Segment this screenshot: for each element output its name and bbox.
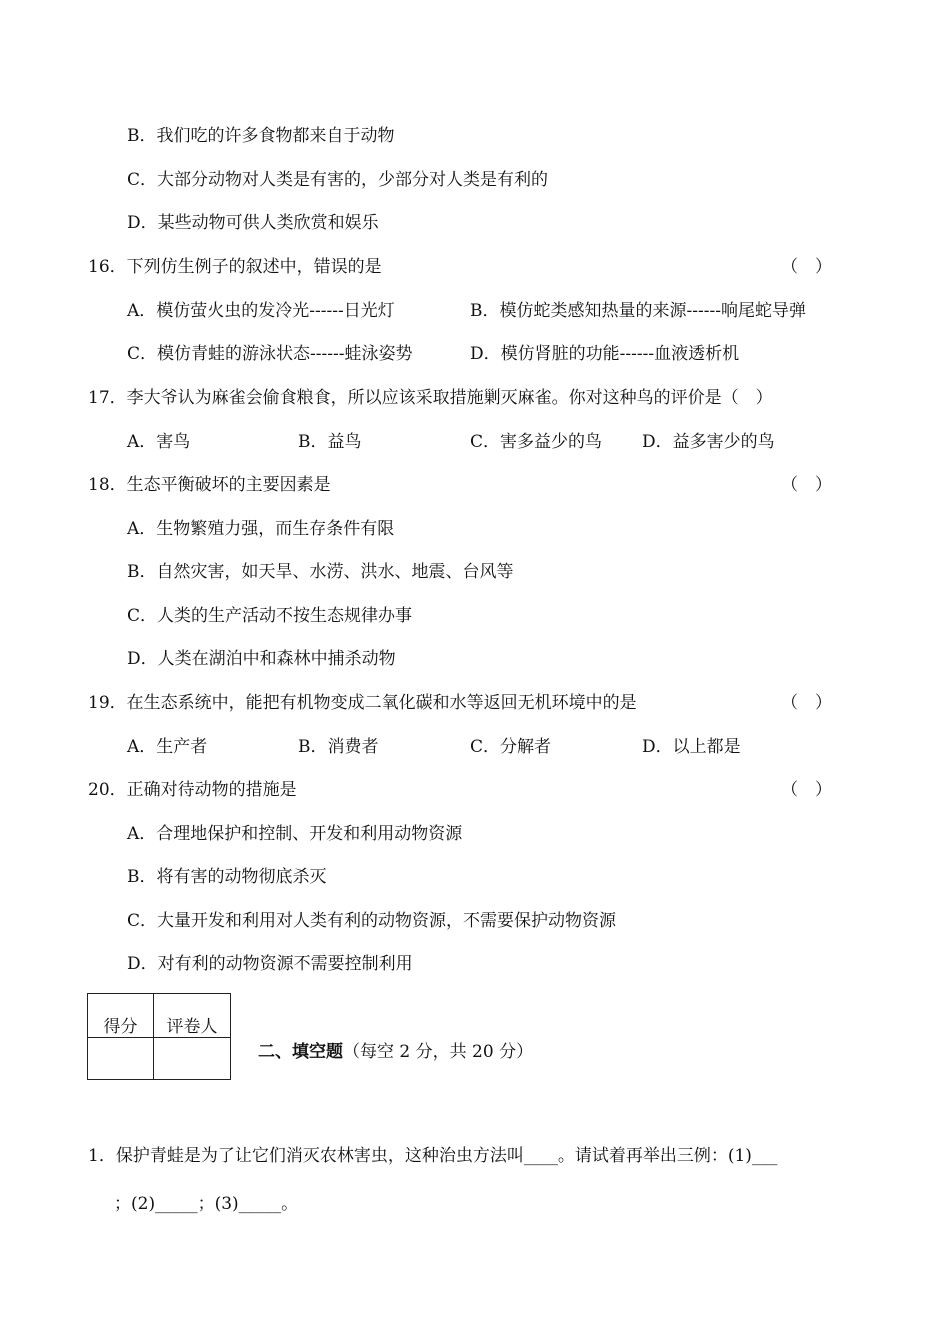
fill-q1-line1: 1．保护青蛙是为了让它们消灭农林害虫，这种治虫方法叫____。请试着再举出三例：(1)___ <box>88 1146 778 1166</box>
q15-option-b: B．我们吃的许多食物都来自于动物 <box>127 126 395 146</box>
q16-answer-paren: （ ） <box>781 257 832 277</box>
fill-q1-line2: ；(2)_____；(3)_____。 <box>114 1194 299 1214</box>
q19-option-c: C．分解者 <box>470 737 552 757</box>
q19-option-a: A．生产者 <box>127 737 208 757</box>
q20-option-d: D．对有利的动物资源不需要控制利用 <box>127 954 413 974</box>
grader-cell[interactable] <box>154 1038 231 1080</box>
q19-option-d: D．以上都是 <box>642 737 741 757</box>
score-header: 得分 <box>88 994 154 1038</box>
q17-option-c: C．害多益少的鸟 <box>470 432 603 452</box>
q16-option-d: D．模仿肾脏的功能------血液透析机 <box>470 344 740 364</box>
score-cell[interactable] <box>88 1038 154 1080</box>
score-table <box>87 993 231 1080</box>
q20-option-c: C．大量开发和利用对人类有利的动物资源，不需要保护动物资源 <box>127 911 617 931</box>
q16-option-a: A．模仿萤火虫的发冷光------日光灯 <box>127 301 395 321</box>
q18-option-b: B．自然灾害，如天旱、水涝、洪水、地震、台风等 <box>127 562 514 582</box>
q16-option-b: B．模仿蛇类感知热量的来源------响尾蛇导弹 <box>470 301 806 321</box>
q20-answer-paren: （ ） <box>781 780 832 800</box>
q18-answer-paren: （ ） <box>781 475 832 495</box>
q17-stem: 17．李大爷认为麻雀会偷食粮食，所以应该采取措施剿灭麻雀。你对这种鸟的评价是（ ） <box>88 388 773 408</box>
q19-option-b: B．消费者 <box>298 737 379 757</box>
q20-option-b: B．将有害的动物彻底杀灭 <box>127 867 327 887</box>
q18-stem: 18．生态平衡破坏的主要因素是 <box>88 475 331 495</box>
q20-option-a: A．合理地保护和控制、开发和利用动物资源 <box>127 824 463 844</box>
q19-stem: 19．在生态系统中，能把有机物变成二氧化碳和水等返回无机环境中的是 <box>88 693 637 713</box>
q15-option-d: D．某些动物可供人类欣赏和娱乐 <box>127 213 379 233</box>
q18-option-a: A．生物繁殖力强，而生存条件有限 <box>127 519 395 539</box>
q16-stem: 16．下列仿生例子的叙述中，错误的是 <box>88 257 382 277</box>
q17-option-b: B．益鸟 <box>298 432 362 452</box>
q18-option-d: D．人类在湖泊中和森林中捕杀动物 <box>127 649 396 669</box>
q20-stem: 20．正确对待动物的措施是 <box>88 780 297 800</box>
q15-option-c: C．大部分动物对人类是有害的，少部分对人类是有利的 <box>127 170 549 190</box>
q18-option-c: C．人类的生产活动不按生态规律办事 <box>127 606 413 626</box>
q16-option-c: C．模仿青蛙的游泳状态------蛙泳姿势 <box>127 344 413 364</box>
section-title <box>258 1041 533 1063</box>
section-points-note: （每空 2 分，共 20 分） <box>343 1042 534 1062</box>
q17-option-d: D．益多害少的鸟 <box>642 432 775 452</box>
q19-answer-paren: （ ） <box>781 693 832 713</box>
grader-header: 评卷人 <box>154 994 231 1038</box>
q17-option-a: A．害鸟 <box>127 432 191 452</box>
section-heading: 二、填空题 <box>258 1042 343 1062</box>
